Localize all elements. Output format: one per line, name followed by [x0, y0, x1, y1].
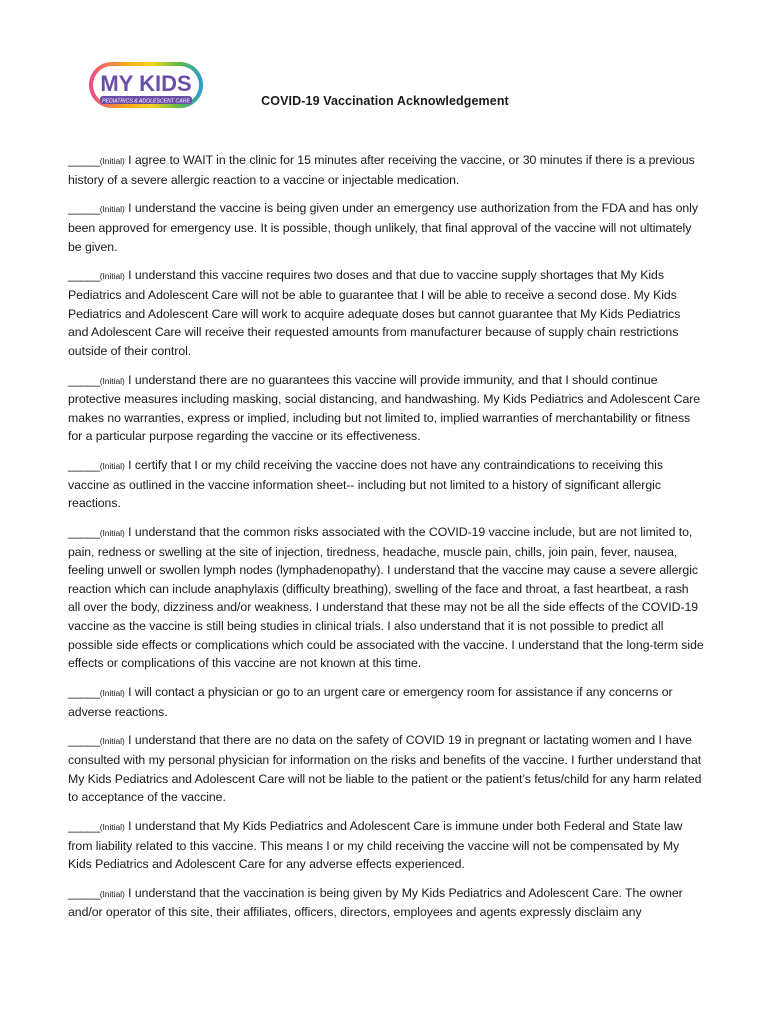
acknowledgement-item [68, 456, 704, 513]
initial-blank[interactable]: _____ [68, 153, 100, 167]
initial-blank[interactable]: _____ [68, 733, 100, 748]
initial-label: (Initial) [99, 271, 125, 282]
initial-label: (Initial) [99, 528, 125, 539]
initial-label: (Initial) [99, 736, 125, 747]
acknowledgement-item [68, 199, 704, 256]
acknowledgement-item [68, 371, 704, 446]
acknowledgement-item [68, 683, 704, 721]
acknowledgement-text: I understand this vaccine requires two doses and that due to vaccine supply shortages that My Kids Pediatrics and Adolescent Care will not be able to guarantee that I will be able to receive a second dose. My Kids Pediatrics and Adolescent Care will work to acquire adequate doses but cannot guarantee that My Kids Pediatrics and Adolescent Care will receive their requested amounts from manufacturer because of supply chain restrictions outside of their control. [68, 268, 681, 358]
acknowledgement-text: I certify that I or my child receiving the vaccine does not have any contraindications to receiving this vaccine as outlined in the vaccine information sheet-- including but not limited to a history of significant allergic reactions. [68, 458, 663, 511]
initial-blank[interactable]: _____ [68, 818, 100, 833]
document-title: COVID-19 Vaccination Acknowledgement [261, 94, 509, 108]
acknowledgement-text: I agree to WAIT in the clinic for 15 minutes after receiving the vaccine, or 30 minutes if there is a previous history of a severe allergic reaction to a vaccine or injectable medication. [68, 153, 695, 187]
acknowledgement-text: I understand that the common risks associated with the COVID-19 vaccine include, but are not limited to, pain, redness or swelling at the site of injection, tiredness, headache, muscle pain, chills, join pain, fever, nausea, feeling unwell or swollen lymph nodes (lymphadenopathy). I understand that the vaccine may cause a severe allergic reaction which can include anaphylaxis (difficulty breathing), swelling of the face and throat, a fast heartbeat, a rash all over the body, dizziness and/or weakness. I understand that these may not be all the side effects of the COVID-19 vaccine as the vaccine is still being studies in clinical trials. I also understand that it is not possible to predict all possible side effects or complications which could be associated with the vaccine. I understand that the long-term side effects or complications of this vaccine are not known at this time. [68, 525, 704, 671]
acknowledgement-item [68, 817, 704, 874]
initial-label: (Initial) [99, 461, 125, 472]
initial-label: (Initial) [99, 888, 125, 899]
acknowledgement-list [68, 151, 704, 932]
initial-blank[interactable]: _____ [68, 458, 100, 473]
initial-label: (Initial) [99, 687, 125, 698]
initial-blank[interactable]: _____ [68, 268, 100, 283]
acknowledgement-text: I understand that My Kids Pediatrics and Adolescent Care is immune under both Federal and State law from liability related to this vaccine. This means I or my child receiving the vaccine will not be compensated by My Kids Pediatrics and Adolescent Care for any adverse effects experienced. [68, 818, 683, 872]
initial-blank[interactable]: _____ [68, 201, 100, 216]
acknowledgement-item [68, 523, 704, 673]
acknowledgement-item [68, 884, 704, 922]
initial-label: (Initial) [99, 821, 125, 832]
acknowledgement-item [68, 266, 704, 360]
acknowledgement-item [68, 731, 704, 806]
acknowledgement-text: I understand that the vaccination is being given by My Kids Pediatrics and Adolescent Care. The owner and/or operator of this site, their affiliates, officers, directors, employees and agents expressly disclaim any [68, 885, 683, 920]
initial-blank[interactable]: _____ [68, 525, 100, 540]
initial-blank[interactable]: _____ [68, 372, 100, 387]
acknowledgement-text: I understand that there are no data on the safety of COVID 19 in pregnant or lactating women and I have consulted with my personal physician for information on the risks and benefits of the vaccine. I further understand that My Kids Pediatrics and Adolescent Care will not be liable to the patient or the patient’s fetus/child for any harm related to acceptance of the vaccine. [68, 733, 702, 805]
acknowledgement-item [68, 151, 704, 189]
acknowledgement-text: I will contact a physician or go to an urgent care or emergency room for assistance if any concerns or adverse reactions. [68, 684, 673, 719]
initial-label: (Initial) [99, 375, 125, 386]
svg-text:MY KIDS: MY KIDS [100, 71, 192, 96]
svg-text:PEDIATRICS & ADOLESCENT CARE: PEDIATRICS & ADOLESCENT CARE [102, 98, 190, 105]
initial-label: (Initial) [99, 156, 125, 166]
acknowledgement-text: I understand the vaccine is being given under an emergency use authorization from the FDA and has only been approved for emergency use. It is possible, though unlikely, that final approval of the vaccine will not ultimately be given. [68, 201, 698, 254]
initial-blank[interactable]: _____ [68, 885, 100, 900]
initial-label: (Initial) [99, 204, 125, 215]
acknowledgement-text: I understand there are no guarantees this vaccine will provide immunity, and that I should continue protective measures including masking, social distancing, and handwashing. My Kids Pediatrics and Adolescent Care makes no warranties, express or implied, including but not limited to, implied warranties of merchantability or fitness for a particular purpose regarding the vaccine or its effectiveness. [68, 372, 701, 444]
initial-blank[interactable]: _____ [68, 684, 100, 699]
